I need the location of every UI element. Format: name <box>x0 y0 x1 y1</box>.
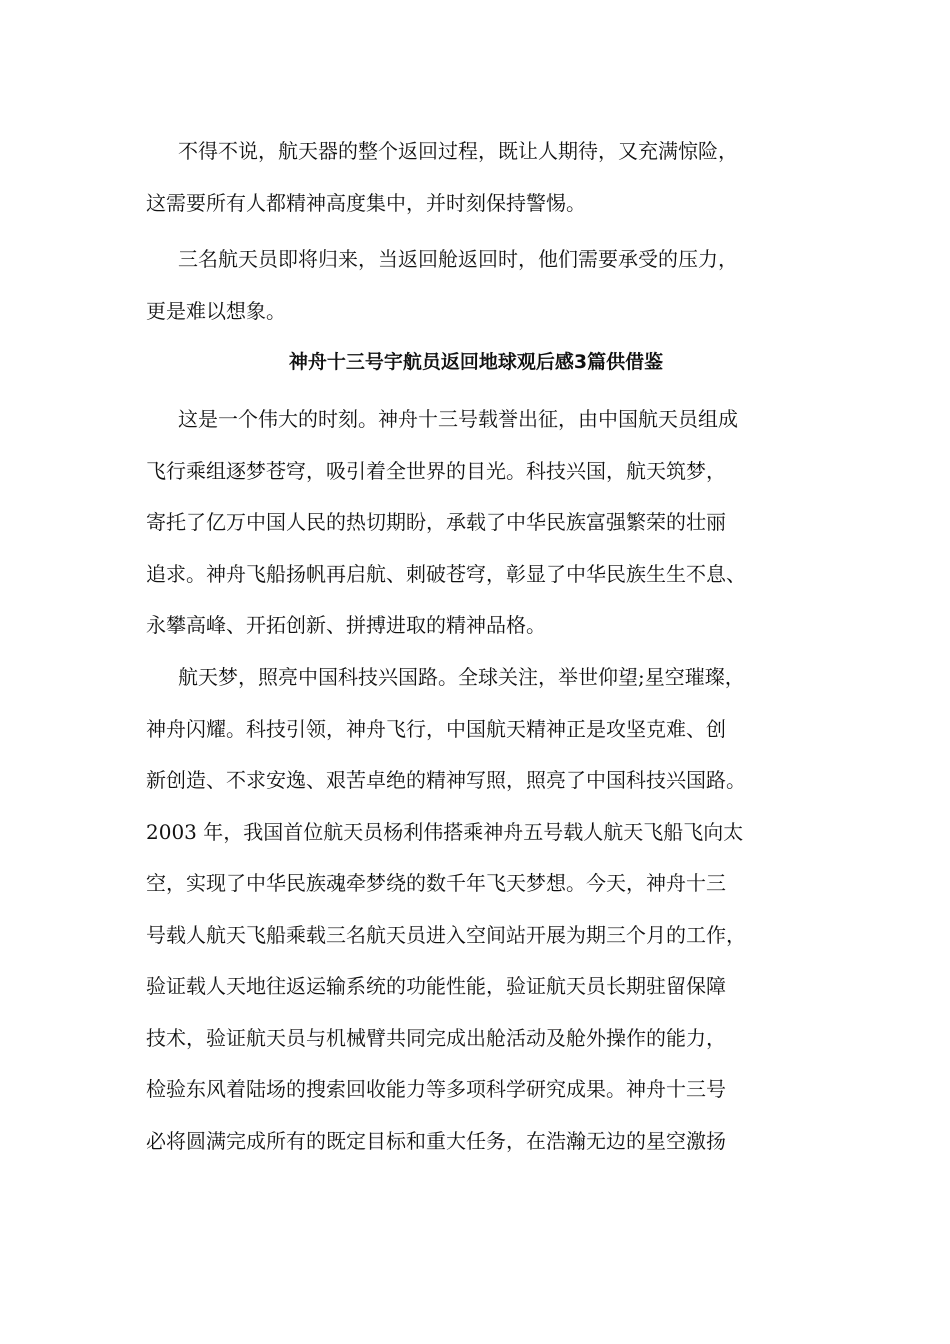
document-title: 神舟十三号宇航员返回地球观后感3篇供借鉴 <box>288 351 664 373</box>
paragraph-line: 追求。神舟飞船扬帆再启航、刺破苍穹，彰显了中华民族生生不息、 <box>146 561 746 586</box>
paragraph-line: 航天梦，照亮中国科技兴国路。全球关注，举世仰望;星空璀璨， <box>178 665 745 689</box>
paragraph-line: 空，实现了中华民族魂牵梦绕的数千年飞天梦想。今天，神舟十三 <box>146 871 726 895</box>
paragraph-line: 不得不说，航天器的整个返回过程，既让人期待，又充满惊险， <box>178 139 738 163</box>
paragraph-4 <box>146 652 806 1167</box>
paragraph-line: 神舟闪耀。科技引领，神舟飞行，中国航天精神正是攻坚克难、创 <box>146 716 726 741</box>
paragraph-line: 2003 年，我国首位航天员杨利伟搭乘神舟五号载人航天飞船飞向太 <box>146 819 744 844</box>
paragraph-line: 更是难以想象。 <box>146 298 286 323</box>
paragraph-line: 这需要所有人都精神高度集中，并时刻保持警惕。 <box>146 190 586 215</box>
paragraph-line: 检验东风着陆场的搜索回收能力等多项科学研究成果。神舟十三号 <box>146 1077 726 1101</box>
paragraph-line: 必将圆满完成所有的既定目标和重大任务，在浩瀚无边的星空激扬 <box>146 1128 726 1153</box>
paragraph-line: 验证载人天地往返运输系统的功能性能，验证航天员长期驻留保障 <box>146 974 726 998</box>
paragraph-line: 新创造、不求安逸、艰苦卓绝的精神写照，照亮了中国科技兴国路。 <box>146 768 746 792</box>
paragraph-line: 这是一个伟大的时刻。神舟十三号载誉出征，由中国航天员组成 <box>178 407 738 431</box>
paragraph-line: 寄托了亿万中国人民的热切期盼，承载了中华民族富强繁荣的壮丽 <box>146 510 726 534</box>
paragraph-line: 飞行乘组逐梦苍穹，吸引着全世界的目光。科技兴国，航天筑梦， <box>146 458 726 483</box>
paragraph-line: 号载人航天飞船乘载三名航天员进入空间站开展为期三个月的工作， <box>146 922 746 947</box>
paragraph-3 <box>146 394 806 652</box>
paragraph-1 <box>146 126 806 229</box>
paragraph-line: 永攀高峰、开拓创新、拼搏进取的精神品格。 <box>146 613 546 637</box>
paragraph-2 <box>146 234 806 337</box>
paragraph-line: 技术，验证航天员与机械臂共同完成出舱活动及舱外操作的能力， <box>146 1025 726 1050</box>
paragraph-line: 三名航天员即将归来，当返回舱返回时，他们需要承受的压力， <box>178 247 738 271</box>
